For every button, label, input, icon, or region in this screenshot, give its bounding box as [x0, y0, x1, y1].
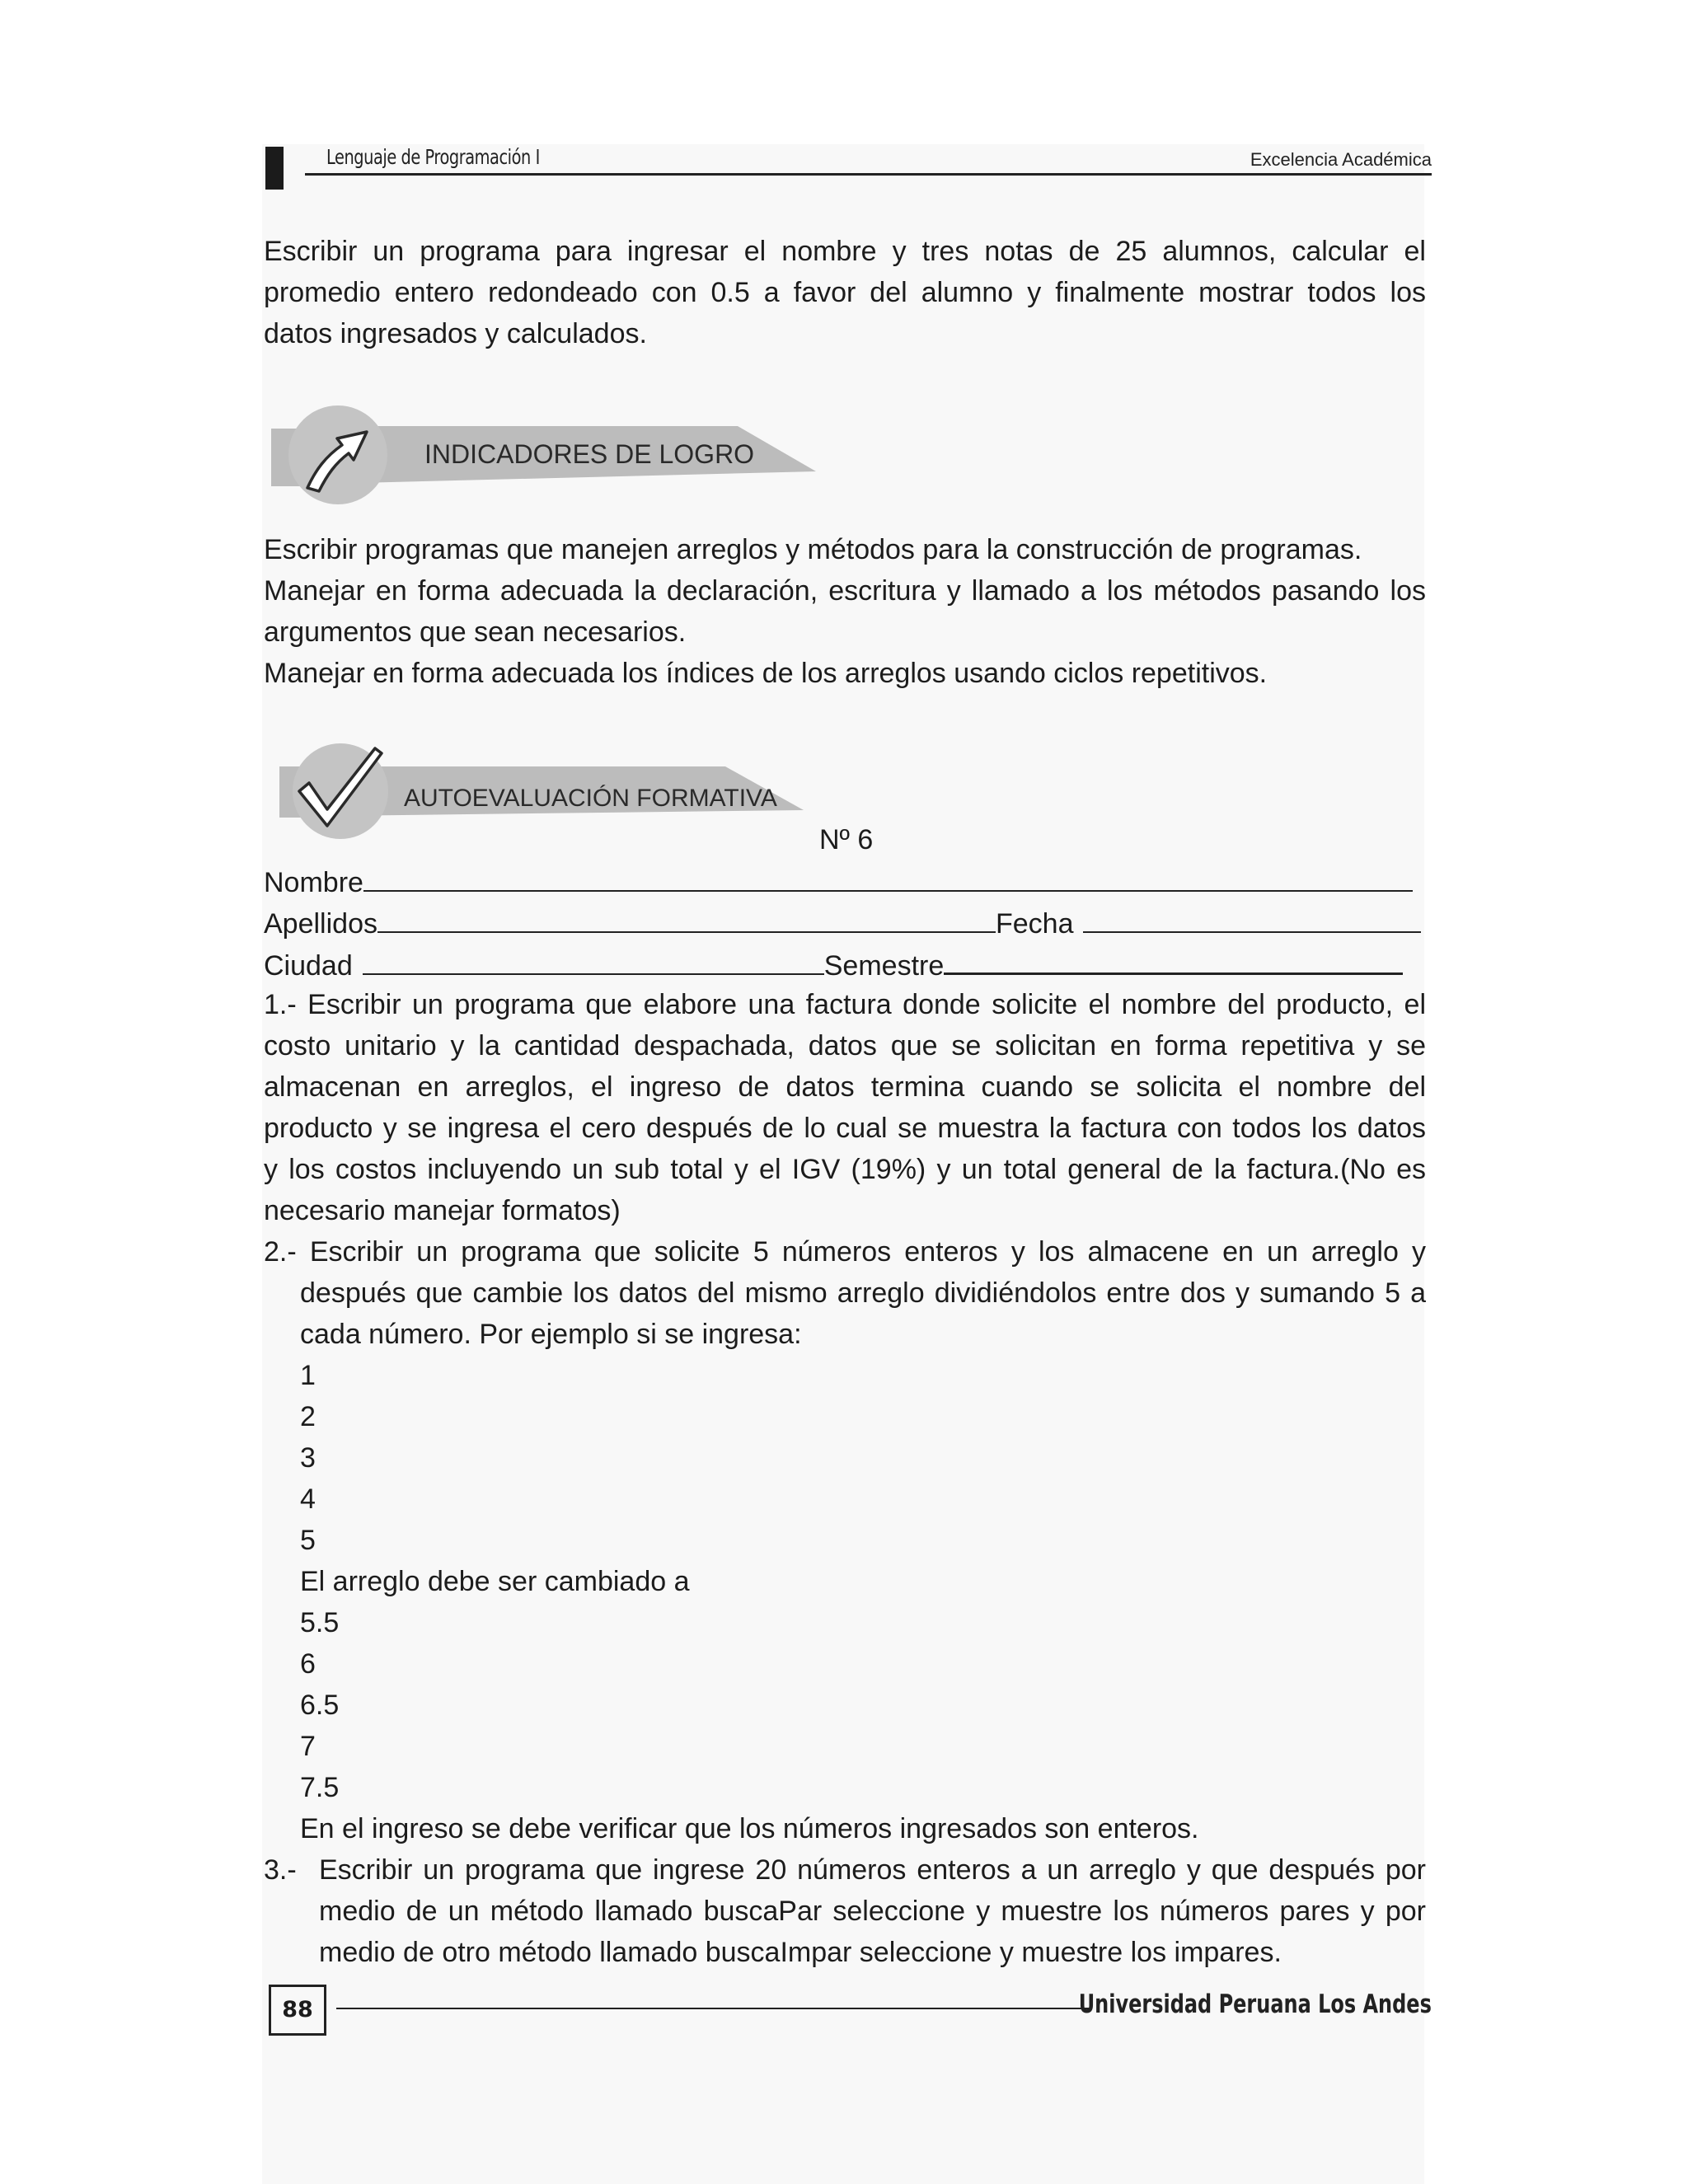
input-value: 1: [300, 1360, 316, 1391]
text-line: Manejar en forma adecuada la declaración, escritura y llamado a los métodos pasando los: [264, 575, 1426, 607]
autoevaluacion-banner: [276, 740, 820, 843]
text-line: medio de un método llamado buscaPar seleccione y muestre los números pares y por: [319, 1896, 1426, 1927]
text-line: 2.- Escribir un programa que solicite 5 números enteros y los almacene en un arreglo y: [264, 1236, 1426, 1268]
apellidos-field[interactable]: [377, 902, 996, 933]
input-value: 3: [300, 1442, 316, 1474]
text-line: promedio entero redondeado con 0.5 a favor del alumno y finalmente mostrar todos los: [264, 277, 1426, 308]
text-line: Escribir un programa para ingresar el nombre y tres notas de 25 alumnos, calcular el: [264, 236, 1426, 267]
input-value: 5: [300, 1525, 316, 1556]
fecha-label: Fecha: [995, 908, 1074, 940]
output-value: 6.5: [300, 1690, 340, 1721]
ciudad-row: [264, 943, 1403, 984]
q3-first-line: [264, 1849, 1426, 1891]
nombre-label: Nombre: [264, 867, 363, 898]
nombre-field[interactable]: [363, 860, 1413, 892]
output-value: 6: [300, 1648, 316, 1680]
input-value: 2: [300, 1401, 316, 1432]
text-line: Escribir programas que manejen arreglos y métodos para la construcción de programas.: [264, 534, 1362, 565]
apellidos-row: [264, 902, 1421, 943]
text-line: argumentos que sean necesarios.: [264, 616, 687, 648]
indicadores-banner: [268, 405, 828, 509]
intro-paragraph: [264, 231, 1426, 354]
question-2: [264, 1231, 1426, 1849]
header-marker: [265, 147, 284, 190]
ciudad-label: Ciudad: [264, 950, 353, 982]
question-1: [264, 984, 1426, 1231]
text-line: después que cambie los datos del mismo arreglo dividiéndolos entre dos y sumando 5 a: [300, 1277, 1426, 1309]
text-line: almacenan en arreglos, el ingreso de datos termina cuando se solicita el nombre del: [264, 1071, 1426, 1103]
text-line: medio de otro método llamado buscaImpar seleccione y muestre los impares.: [319, 1937, 1282, 1968]
page-number: 88: [269, 1985, 326, 2036]
q3-number: 3.-: [264, 1854, 297, 1886]
output-value: 7.5: [300, 1772, 340, 1803]
header-tagline: Excelencia Académica: [1250, 149, 1432, 170]
apellidos-label: Apellidos: [264, 908, 377, 940]
question-3: [264, 1849, 1426, 1973]
fecha-field[interactable]: [1083, 902, 1421, 933]
footer-university: Universidad Peruana Los Andes: [1078, 1990, 1432, 2019]
text-line: Manejar en forma adecuada los índices de los arreglos usando ciclos repetitivos.: [264, 658, 1268, 689]
indicadores-title: INDICADORES DE LOGRO: [424, 439, 755, 469]
page-header: [265, 140, 1432, 191]
ciudad-field[interactable]: [363, 944, 824, 975]
text-line: cada número. Por ejemplo si se ingresa:: [300, 1319, 802, 1350]
indicadores-list: [264, 529, 1426, 694]
evaluation-number: Nº 6: [819, 824, 874, 855]
semestre-label: Semestre: [823, 950, 945, 982]
text-line: necesario manejar formatos): [264, 1195, 621, 1226]
autoevaluacion-title: AUTOEVALUACIÓN FORMATIVA: [404, 785, 777, 812]
output-value: 7: [300, 1731, 316, 1762]
text-line: producto y se ingresa el cero después de lo cual se muestra la factura con todos los datos: [264, 1113, 1426, 1144]
input-value: 4: [300, 1483, 316, 1515]
text-line: Escribir un programa que ingrese 20 números enteros a un arreglo y que después por: [319, 1854, 1426, 1886]
autoevaluacion-banner-graphic: [276, 740, 820, 843]
text-line: costo unitario y la cantidad despachada, datos que se solicitan en forma repetitiva y se: [264, 1030, 1426, 1062]
nombre-row: [264, 860, 1413, 902]
validation-note: En el ingreso se debe verificar que los números ingresados son enteros.: [300, 1813, 1199, 1844]
indicadores-banner-graphic: [268, 405, 828, 509]
header-rule: [305, 173, 1432, 176]
changed-label: El arreglo debe ser cambiado a: [300, 1566, 690, 1597]
text-line: y los costos incluyendo un sub total y el IGV (19%) y un total general de la factura.(No es: [264, 1154, 1426, 1185]
footer-rule: [336, 2008, 1090, 2009]
header-course-title: Lenguaje de Programación I: [326, 145, 540, 169]
semestre-field[interactable]: [944, 943, 1403, 975]
page-footer: [265, 1980, 1432, 2041]
text-line: datos ingresados y calculados.: [264, 318, 647, 349]
output-value: 5.5: [300, 1607, 340, 1638]
text-line: 1.- Escribir un programa que elabore una factura donde solicite el nombre del producto, el: [264, 989, 1426, 1020]
